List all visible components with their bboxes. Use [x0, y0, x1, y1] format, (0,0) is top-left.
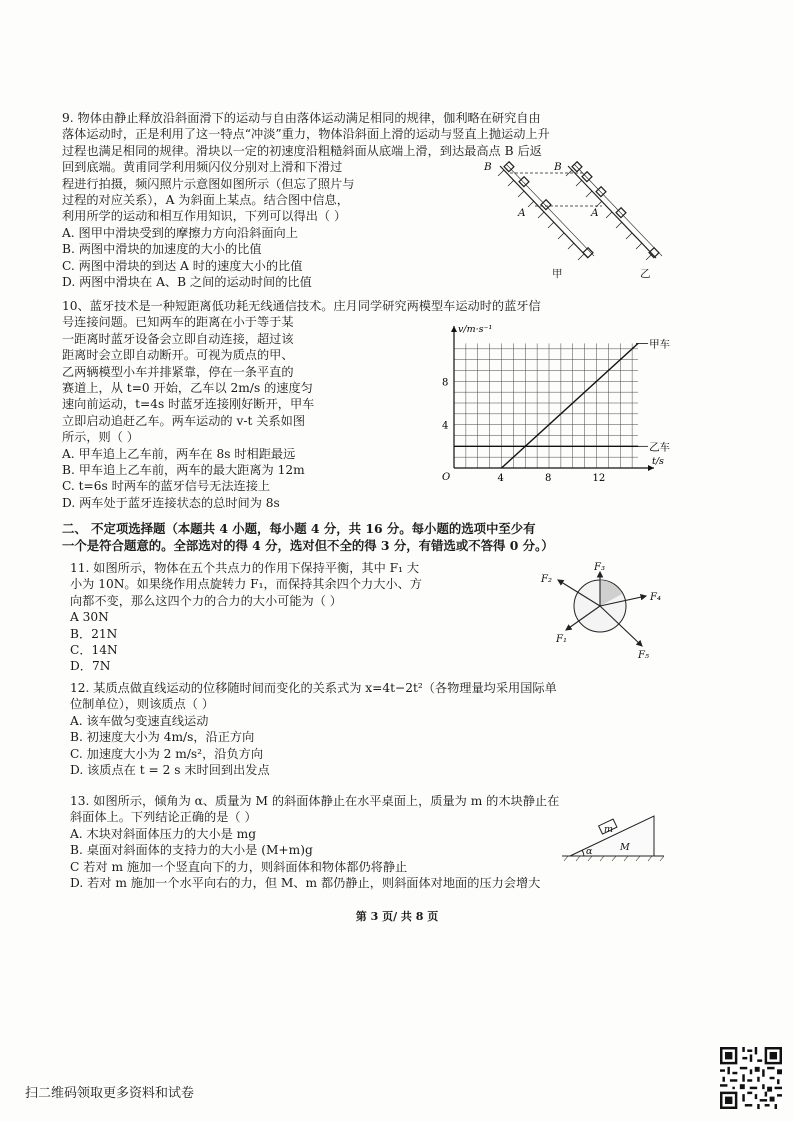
- q10-line: 乙两辆模型小车并排紧靠，停在一条平直的: [62, 364, 294, 379]
- q9-line: 过程的对应关系），A 为斜面上某点。结合图中信息，: [62, 193, 349, 208]
- q11-force-figure: [538, 560, 668, 660]
- q12-line: 12. 某质点做直线运动的位移随时间而变化的关系式为 x=4t−2t²（各物理量均采用国际单: [70, 681, 557, 695]
- q11-option-b[interactable]: B．21N: [70, 626, 118, 641]
- page-number: 第 3 页/ 共 8 页: [355, 910, 439, 923]
- q10-option-a[interactable]: A. 甲车追上乙车前，两车在 8s 时相距最远: [62, 446, 296, 461]
- q11-label-f5: F₅: [638, 650, 649, 660]
- q10-line: 所示，则（ ）: [62, 430, 139, 445]
- q10-vt-chart: [432, 318, 672, 488]
- q9-option-b[interactable]: B. 两图中滑块的加速度的大小的比值: [62, 242, 262, 257]
- q9-label-a2: A: [591, 207, 599, 219]
- q10-option-d[interactable]: D. 两车处于蓝牙连接状态的总时间为 8s: [62, 495, 280, 510]
- q9-line: 利用所学的运动和相互作用知识，下列可以得出（ ）: [62, 209, 347, 224]
- chart-axes: [451, 326, 654, 471]
- q11-option-d[interactable]: D．7N: [70, 659, 111, 674]
- q10-option-c[interactable]: C. t=6s 时两车的蓝牙信号无法连接上: [62, 479, 271, 494]
- q9-line: 9. 物体由静止释放沿斜面滑下的运动与自由落体运动满足相同的规律，伽利略在研究自由: [62, 111, 541, 125]
- q13-label-m: m: [604, 824, 614, 835]
- q9-label-yi: 乙: [640, 268, 651, 280]
- x-tick-label: 4: [497, 473, 504, 484]
- q9-option-c[interactable]: C. 两图中滑块的到达 A 时的速度大小的比值: [62, 258, 303, 273]
- series-label: 乙车: [649, 441, 671, 454]
- q12-line: 位制单位），则该质点（ ）: [70, 697, 215, 712]
- q9-line: 落体运动时，正是利用了这一特点“冲淡”重力，物体沿斜面上滑的运动与竖直上抛运动上升: [62, 127, 550, 142]
- q10-option-b[interactable]: B. 甲车追上乙车前，两车的最大距离为 12m: [62, 463, 305, 478]
- q9-line: 过程也满足相同的规律。滑块以一定的初速度沿粗糙斜面从底端上滑，到达最高点 B 后返: [62, 143, 542, 158]
- q11-label-f2: F₂: [541, 574, 552, 585]
- q13-line: 斜面体上。下列结论正确的是（ ）: [70, 810, 257, 825]
- section-2-heading: [62, 520, 762, 554]
- q9-line: 程进行拍摄，频闪照片示意图如图所示（但忘了照片与: [62, 176, 355, 191]
- q11-line: 小为 10N。如果绕作用点旋转力 F₁，而保持其余四个力大小、方: [70, 577, 422, 592]
- q11-label-f1: F₁: [556, 634, 567, 645]
- y-tick-label: 4: [442, 420, 449, 432]
- q13-option-a[interactable]: A. 木块对斜面体压力的大小是 mg: [70, 826, 257, 841]
- series-line-jia: [502, 343, 639, 468]
- section-2-line: 二、 不定项选择题（本题共 4 小题，每小题 4 分，共 16 分。每小题的选项中至少有: [62, 521, 536, 536]
- q10-line: 距离时会立即自动断开。可视为质点的甲、: [62, 348, 294, 363]
- q12-option-a[interactable]: A. 该车做匀变速直线运动: [70, 713, 209, 728]
- x-axis-label: t/s: [652, 456, 664, 467]
- x-tick-label: 12: [592, 473, 606, 484]
- q11-line: 11. 如图所示，物体在五个共点力的作用下保持平衡，其中 F₁ 大: [70, 561, 420, 575]
- q10-line: 号连接问题。已知两车的距离在小于等于某: [62, 315, 294, 330]
- q12-option-d[interactable]: D. 该质点在 t = 2 s 末时回到出发点: [70, 763, 270, 778]
- q11-label-f3: F₃: [594, 562, 605, 573]
- footer-qr-caption: 扫二维码领取更多资料和试卷: [25, 1086, 195, 1101]
- chart-grid: [454, 343, 638, 468]
- q9-incline-figure: [480, 158, 670, 282]
- q10-line: 立即启动追赶乙车。两车运动的 v-t 关系如图: [62, 413, 306, 428]
- q10-line: 赛道上，从 t=0 开始，乙车以 2m/s 的速度匀: [62, 381, 313, 396]
- question-13: [70, 793, 780, 891]
- chart-series: [454, 343, 638, 468]
- q13-line: 13. 如图所示，倾角为 α、质量为 M 的斜面体静止在水平桌面上，质量为 m 的木块静止在: [70, 794, 560, 808]
- q13-label-alpha: α: [586, 846, 593, 857]
- y-axis-arrow: [451, 326, 457, 332]
- q9-label-jia: 甲: [552, 268, 563, 280]
- q13-option-d[interactable]: D. 若对 m 施加一个水平向右的力，但 M、m 都仍静止，则斜面体对地面的压力会增大: [70, 876, 541, 891]
- q10-line: 速向前运动，t=4s 时蓝牙连接刚好断开，甲车: [62, 397, 315, 412]
- q12-option-c[interactable]: C. 加速度大小为 2 m/s²，沿负方向: [70, 746, 264, 761]
- q10-line: 10、蓝牙技术是一种短距离低功耗无线通信技术。庄月同学研究两模型车运动时的蓝牙信: [62, 299, 541, 313]
- qr-code-icon[interactable]: [720, 1047, 782, 1109]
- question-12: [70, 680, 770, 778]
- q11-line: 向都不变，那么这四个力的合力的大小可能为（ ）: [70, 593, 342, 608]
- q11-option-a[interactable]: A 30N: [70, 610, 109, 625]
- q9-label-a1: A: [518, 207, 526, 219]
- q9-option-a[interactable]: A. 图甲中滑块受到的摩擦力方向沿斜面向上: [62, 225, 298, 240]
- q9-option-d[interactable]: D. 两图中滑块在 A、B 之间的运动时间的比值: [62, 275, 312, 290]
- q11-option-c[interactable]: C．14N: [70, 643, 118, 658]
- q12-option-b[interactable]: B. 初速度大小为 4m/s，沿正方向: [70, 730, 255, 745]
- q11-label-f4: F₄: [650, 592, 661, 603]
- q13-option-b[interactable]: B. 桌面对斜面体的支持力的大小是 (M+m)g: [70, 843, 313, 858]
- q10-line: 一距离时蓝牙设备会立即自动连接，超过该: [62, 331, 294, 346]
- origin-label: O: [442, 472, 451, 483]
- q13-label-big-m: M: [620, 842, 630, 853]
- x-tick-label: 8: [545, 473, 552, 484]
- q13-incline-figure: [560, 812, 666, 862]
- q13-option-c[interactable]: C 若对 m 施加一个竖直向下的力，则斜面体和物体都仍将静止: [70, 859, 408, 874]
- chart-labels: [442, 324, 671, 484]
- y-axis-label: v/m·s⁻¹: [458, 324, 493, 335]
- series-label: 甲车: [649, 338, 671, 351]
- q9-line: 回到底端。黄甫同学利用频闪仪分别对上滑和下滑过: [62, 160, 343, 175]
- y-tick-label: 8: [442, 377, 449, 389]
- section-2-line: 一个是符合题意的。全部选对的得 4 分，选对但不全的得 3 分，有错选或不答得 0 分。）: [62, 538, 554, 553]
- q9-label-b1: B: [484, 161, 492, 173]
- q9-label-b2: B: [554, 161, 562, 173]
